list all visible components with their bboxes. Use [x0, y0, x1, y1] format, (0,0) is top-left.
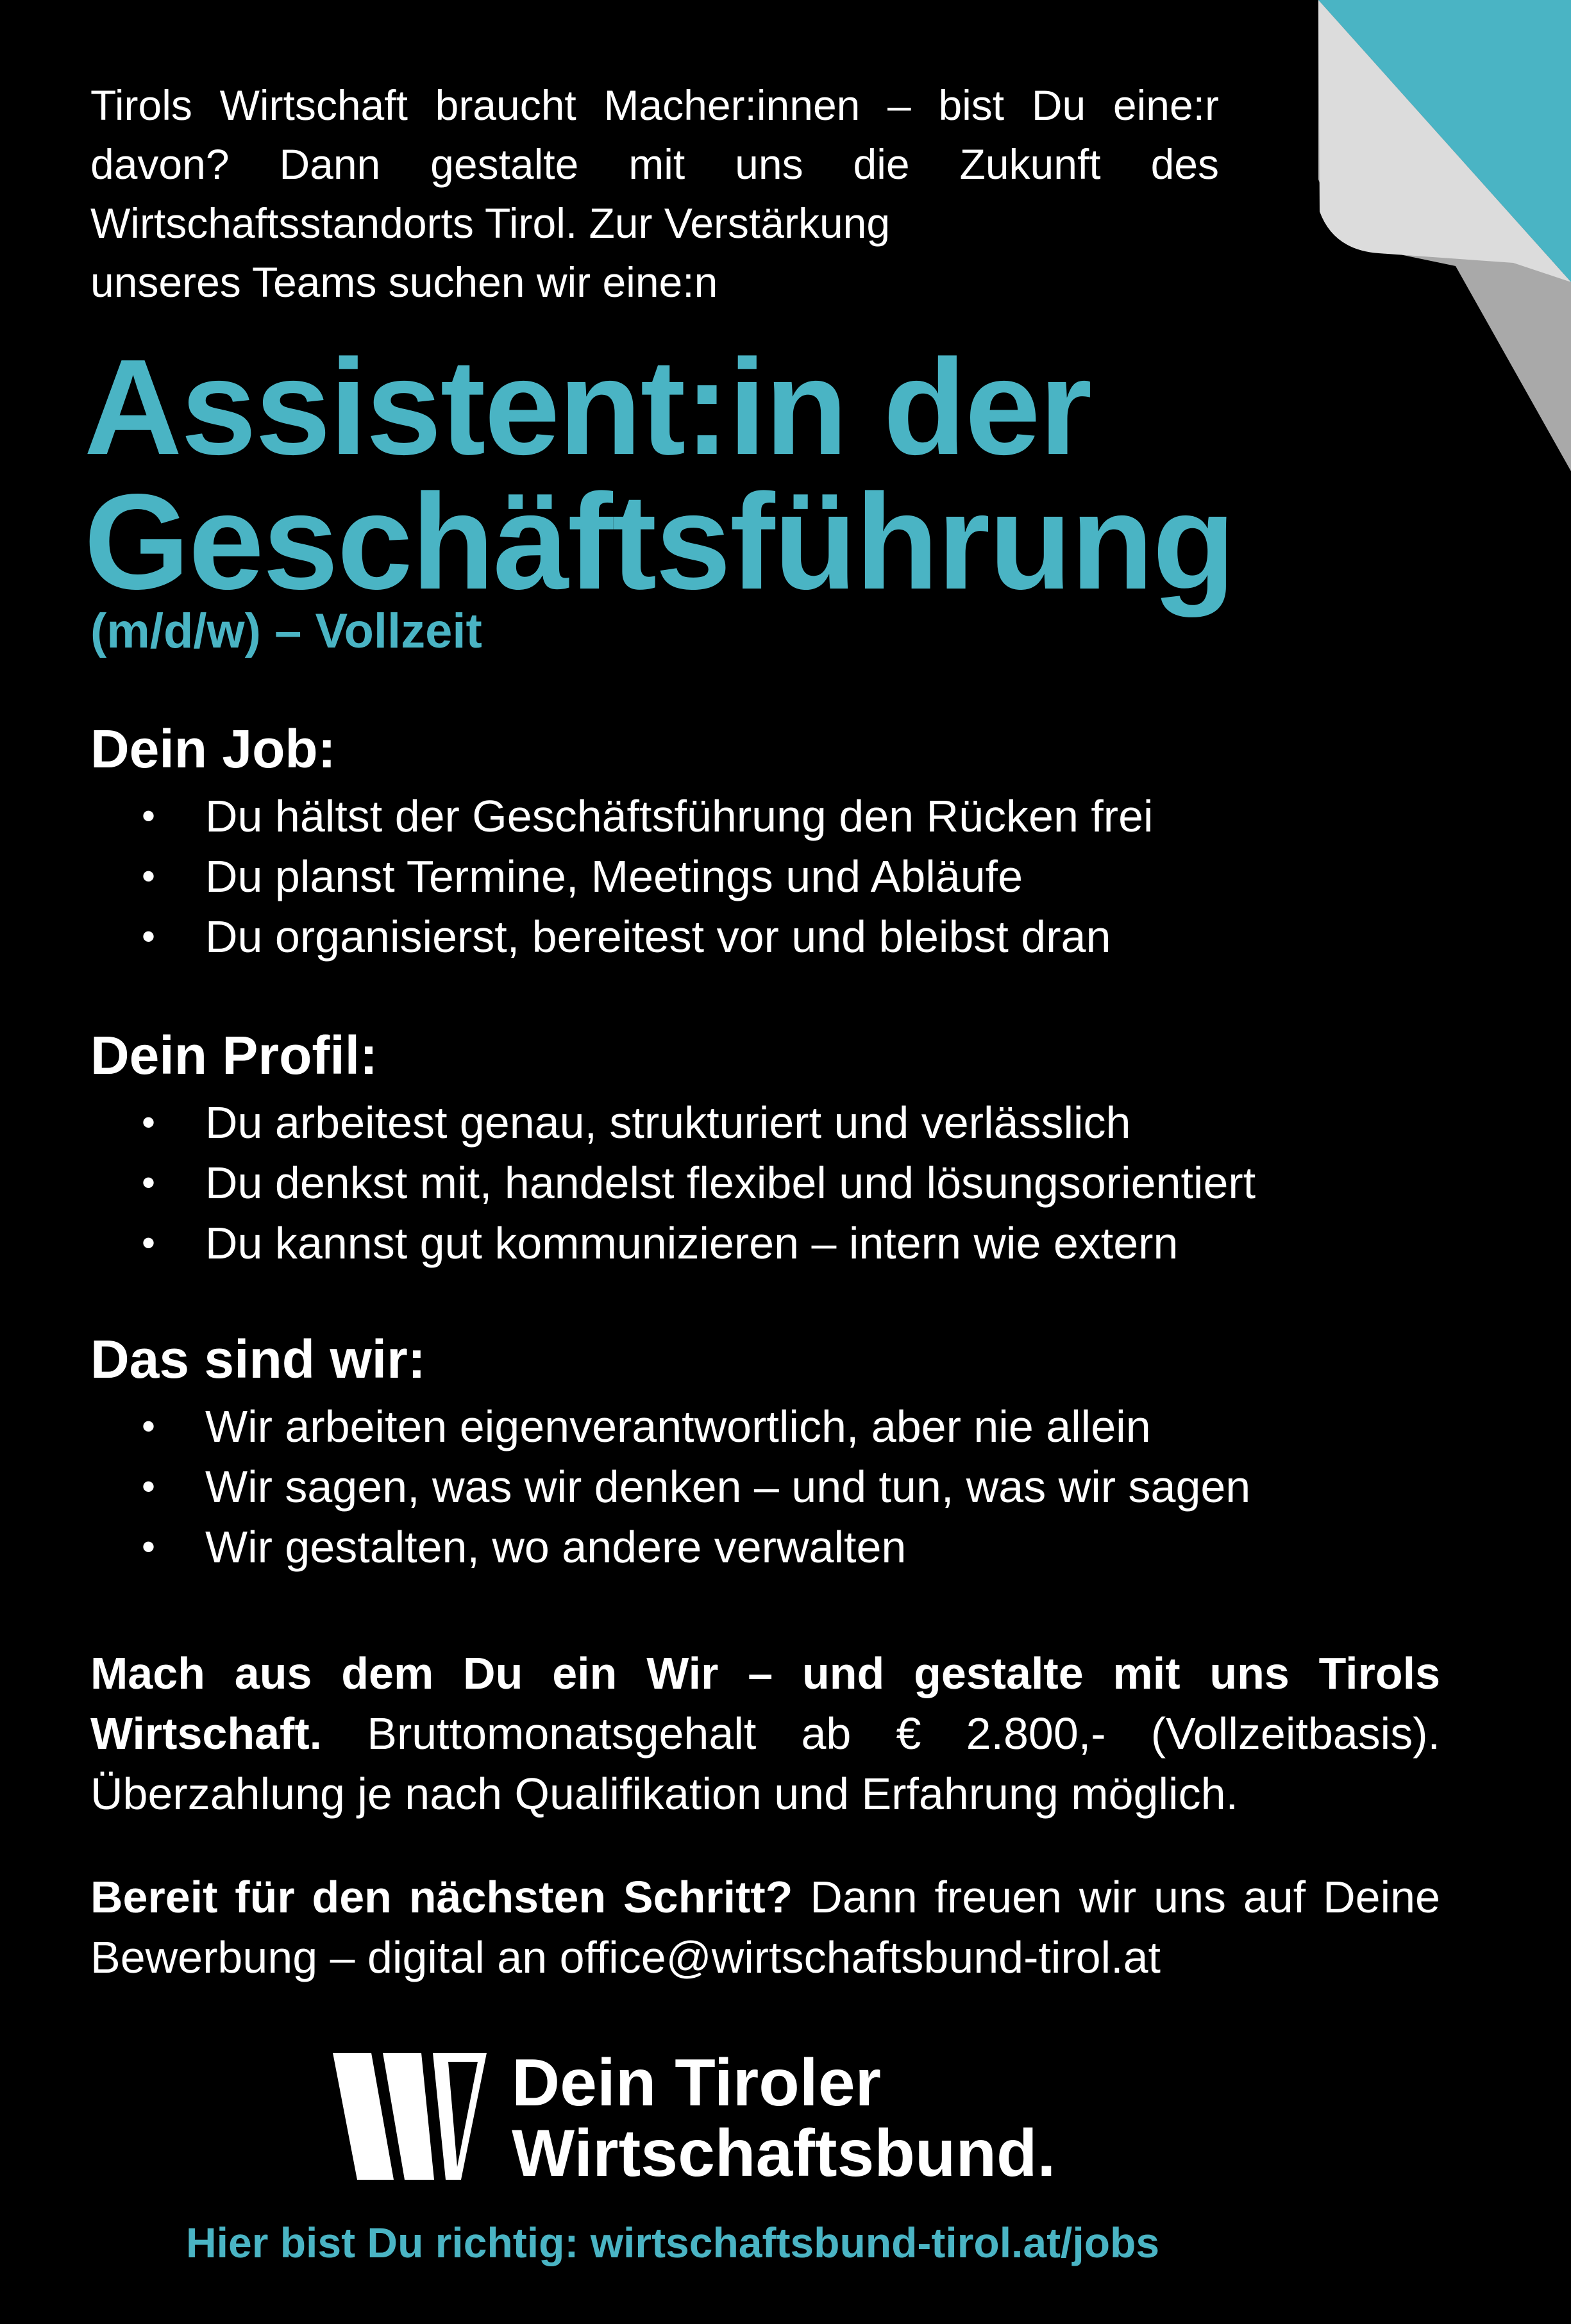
intro-text: [90, 76, 1219, 312]
list-item: [90, 1517, 1475, 1577]
list-item: [90, 786, 1475, 846]
job-title-line-2: Geschäftsführung: [84, 465, 1234, 617]
list-item: [90, 1092, 1475, 1153]
bullet-icon: •: [142, 1405, 156, 1448]
job-title: [84, 331, 1234, 617]
list-item-text: Du arbeitest genau, strukturiert und verlässlich: [205, 1098, 1131, 1148]
section-heading: Dein Profil:: [90, 1025, 378, 1085]
section-profile: [90, 1023, 1475, 1273]
section-about-us: [90, 1327, 1475, 1577]
list-item: [90, 907, 1475, 967]
section-heading: Das sind wir:: [90, 1329, 426, 1389]
list-item-text: Du denkst mit, handelst flexibel und lösungsorientiert: [205, 1158, 1256, 1208]
bullet-icon: •: [142, 855, 156, 898]
list-item: [90, 1457, 1475, 1517]
list-item: [90, 1213, 1475, 1273]
bullet-list: [90, 1092, 1475, 1273]
logo-line-2: Wirtschaftsbund.: [512, 2116, 1056, 2191]
list-item: [90, 846, 1475, 907]
bullet-list: [90, 786, 1475, 967]
apply-text: Dann freuen wir uns auf Deine Bewerbung – digital an office@wirtschaftsbund-tirol.at: [90, 1872, 1440, 1982]
bullet-list: [90, 1396, 1475, 1577]
list-item-text: Wir sagen, was wir denken – und tun, was wir sagen: [205, 1462, 1251, 1512]
logo-wordmark: [512, 2048, 1055, 2189]
logo-line-1: Dein Tiroler: [512, 2046, 882, 2120]
intro-paragraph: Tirols Wirtschaft braucht Macher:innen – bist Du eine:r davon? Dann gestalte mit uns die Zukunft des Wirtschaftsstandorts Tirol. Zur Verstärkung: [90, 81, 1219, 247]
list-item-text: Wir gestalten, wo andere verwalten: [205, 1522, 907, 1572]
w-logo-icon: [333, 2052, 487, 2183]
list-item-text: Wir arbeiten eigenverantwortlich, aber nie allein: [205, 1401, 1151, 1451]
section-heading: Dein Job:: [90, 719, 336, 779]
bullet-icon: •: [142, 915, 156, 958]
bullet-icon: •: [142, 1465, 156, 1508]
list-item-text: Du kannst gut kommunizieren – intern wie extern: [205, 1218, 1179, 1268]
wirtschaftsbund-logo: [333, 2046, 1231, 2193]
list-item-text: Du organisierst, bereitest vor und bleibst dran: [205, 912, 1111, 962]
job-title-line-1: Assistent:in der: [84, 331, 1091, 483]
section-job: [90, 717, 1475, 967]
intro-last-line: unseres Teams suchen wir eine:n: [90, 258, 718, 306]
footer-link[interactable]: Hier bist Du richtig: wirtschaftsbund-tirol.at/jobs: [186, 2219, 1160, 2266]
bullet-icon: •: [142, 1161, 156, 1204]
closing-bold-text: Mach aus dem Du ein Wir – und gestalte mit uns Tirols Wirtschaft.: [90, 1648, 1440, 1759]
job-subtitle: (m/d/w) – Vollzeit: [90, 604, 482, 658]
bullet-icon: •: [142, 1221, 156, 1264]
list-item: [90, 1396, 1475, 1457]
bullet-icon: •: [142, 794, 156, 837]
list-item-text: Du hältst der Geschäftsführung den Rücken frei: [205, 791, 1154, 841]
bullet-icon: •: [142, 1101, 156, 1144]
apply-bold-text: Bereit für den nächsten Schritt?: [90, 1872, 793, 1922]
bullet-icon: •: [142, 1525, 156, 1568]
list-item-text: Du planst Termine, Meetings und Abläufe: [205, 851, 1023, 901]
closing-text: Bruttomonatsgehalt ab € 2.800,- (Vollzeitbasis). Überzahlung je nach Qualifikation und Erfahrung möglich.: [90, 1709, 1440, 1819]
list-item: [90, 1153, 1475, 1213]
closing-paragraph: [90, 1643, 1440, 1824]
apply-paragraph: [90, 1867, 1440, 1987]
